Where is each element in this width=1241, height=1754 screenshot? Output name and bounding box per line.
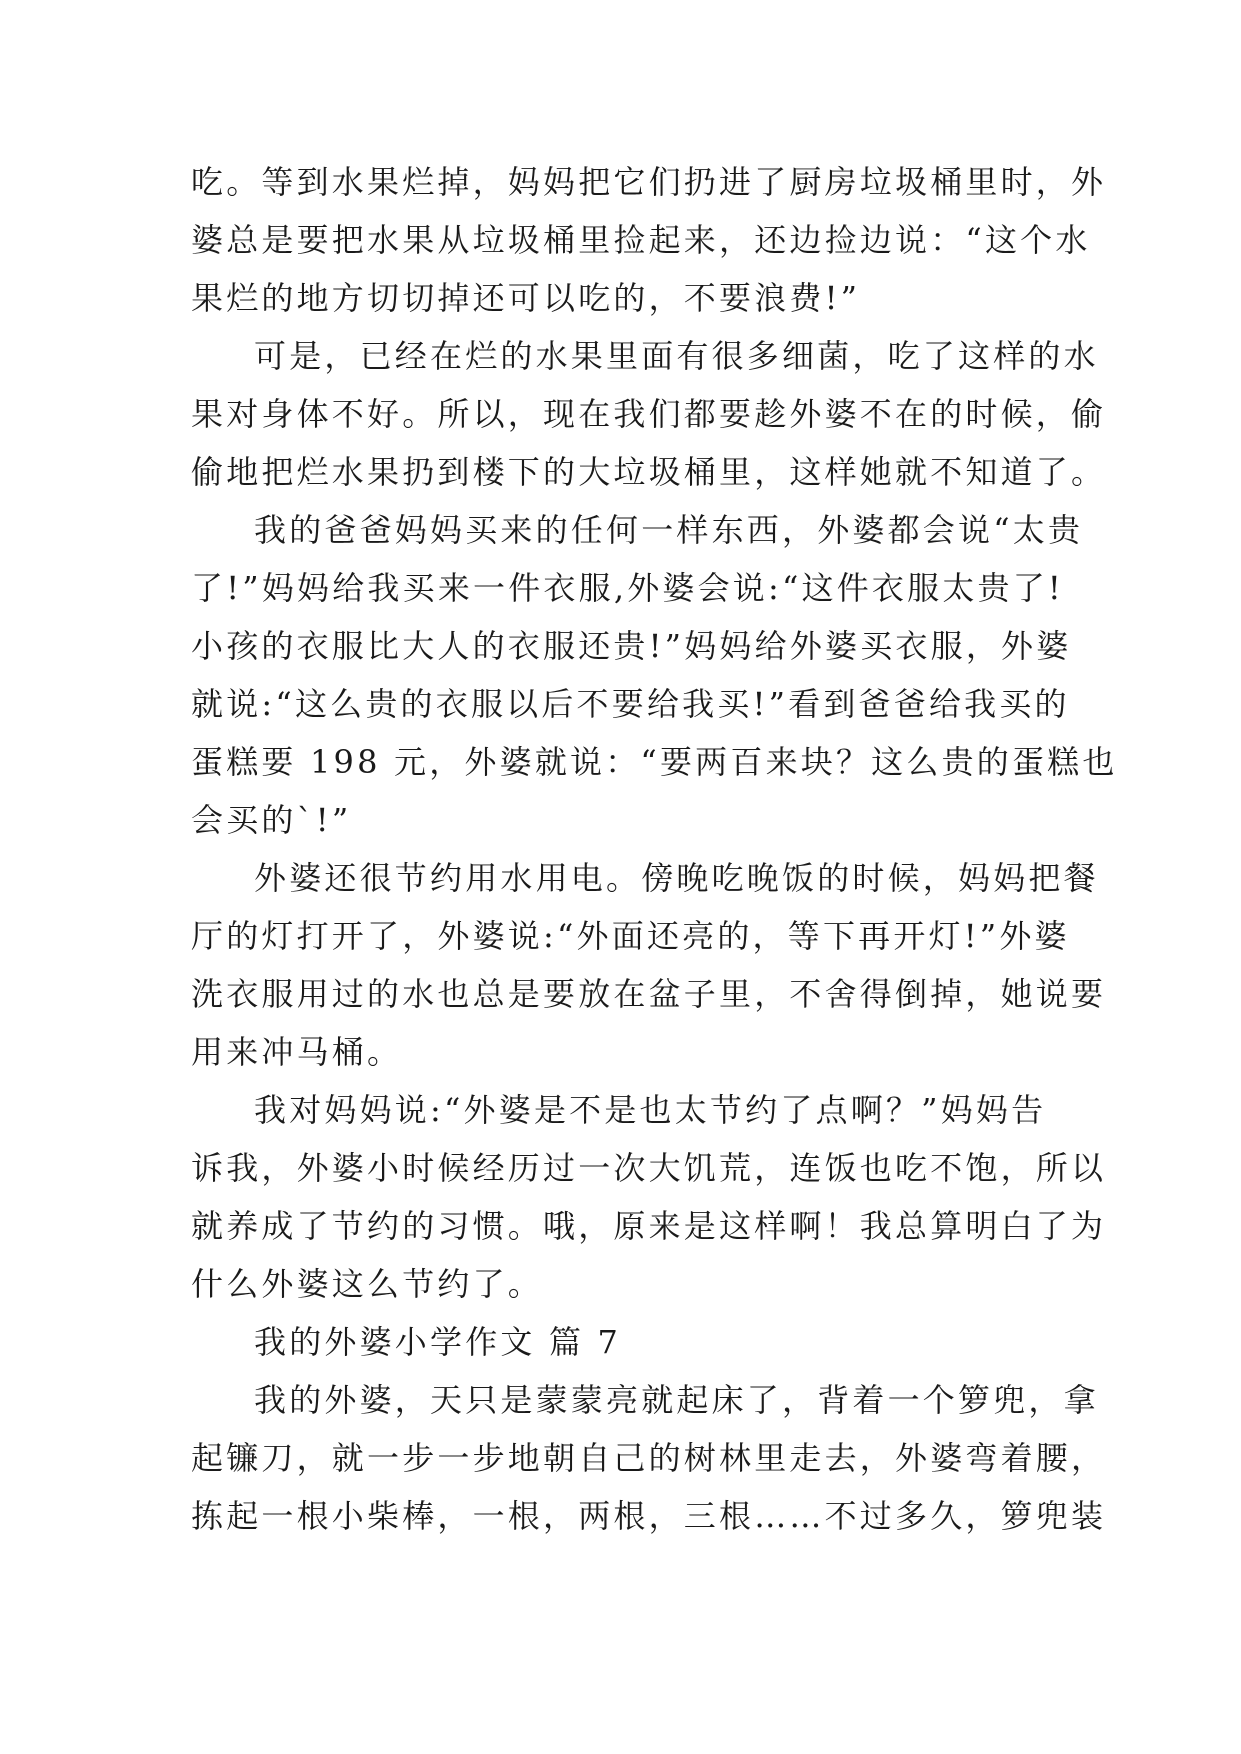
section-heading: 我的外婆小学作文 篇 7 <box>254 1323 622 1361</box>
paragraph-first-line: 我的爸爸妈妈买来的任何一样东西，外婆都会说“太贵 <box>254 511 1084 549</box>
text-line: 什么外婆这么节约了。 <box>191 1265 544 1303</box>
text-line: 用来冲马桶。 <box>191 1033 403 1071</box>
text-line: 偷地把烂水果扔到楼下的大垃圾桶里，这样她就不知道了。 <box>191 453 1107 491</box>
text-line: 小孩的衣服比大人的衣服还贵!”妈妈给外婆买衣服，外婆 <box>191 627 1072 665</box>
paragraph-first-line: 我的外婆，天只是蒙蒙亮就起床了，背着一个箩兜，拿 <box>254 1381 1099 1419</box>
text-line: 拣起一根小柴棒，一根，两根，三根……不过多久，箩兜装 <box>191 1497 1107 1535</box>
text-line: 蛋糕要 198 元，外婆就说：“要两百来块？这么贵的蛋糕也 <box>191 743 1118 781</box>
text-line: 吃。等到水果烂掉，妈妈把它们扔进了厨房垃圾桶里时，外 <box>191 163 1107 201</box>
text-line: 婆总是要把水果从垃圾桶里捡起来，还边捡边说：“这个水 <box>191 221 1091 259</box>
paragraph-first-line: 可是，已经在烂的水果里面有很多细菌，吃了这样的水 <box>254 337 1099 375</box>
text-line: 了!”妈妈给我买来一件衣服,外婆会说:“这件衣服太贵了! <box>191 569 1064 607</box>
text-line: 就养成了节约的习惯。哦，原来是这样啊！我总算明白了为 <box>191 1207 1107 1245</box>
text-line: 就说:“这么贵的衣服以后不要给我买!”看到爸爸给我买的 <box>191 685 1070 723</box>
text-line: 起镰刀，就一步一步地朝自己的树林里走去，外婆弯着腰， <box>191 1439 1107 1477</box>
paragraph-first-line: 我对妈妈说:“外婆是不是也太节约了点啊？”妈妈告 <box>254 1091 1047 1129</box>
text-line: 厅的灯打开了，外婆说:“外面还亮的，等下再开灯!”外婆 <box>191 917 1070 955</box>
text-line: 果对身体不好。所以，现在我们都要趁外婆不在的时候，偷 <box>191 395 1107 433</box>
paragraph-first-line: 外婆还很节约用水用电。傍晚吃晚饭的时候，妈妈把餐 <box>254 859 1099 897</box>
text-line: 果烂的地方切切掉还可以吃的，不要浪费!” <box>191 279 861 317</box>
text-line: 洗衣服用过的水也总是要放在盆子里，不舍得倒掉，她说要 <box>191 975 1107 1013</box>
text-line: 会买的`!” <box>191 801 352 839</box>
text-line: 诉我，外婆小时候经历过一次大饥荒，连饭也吃不饱，所以 <box>191 1149 1107 1187</box>
